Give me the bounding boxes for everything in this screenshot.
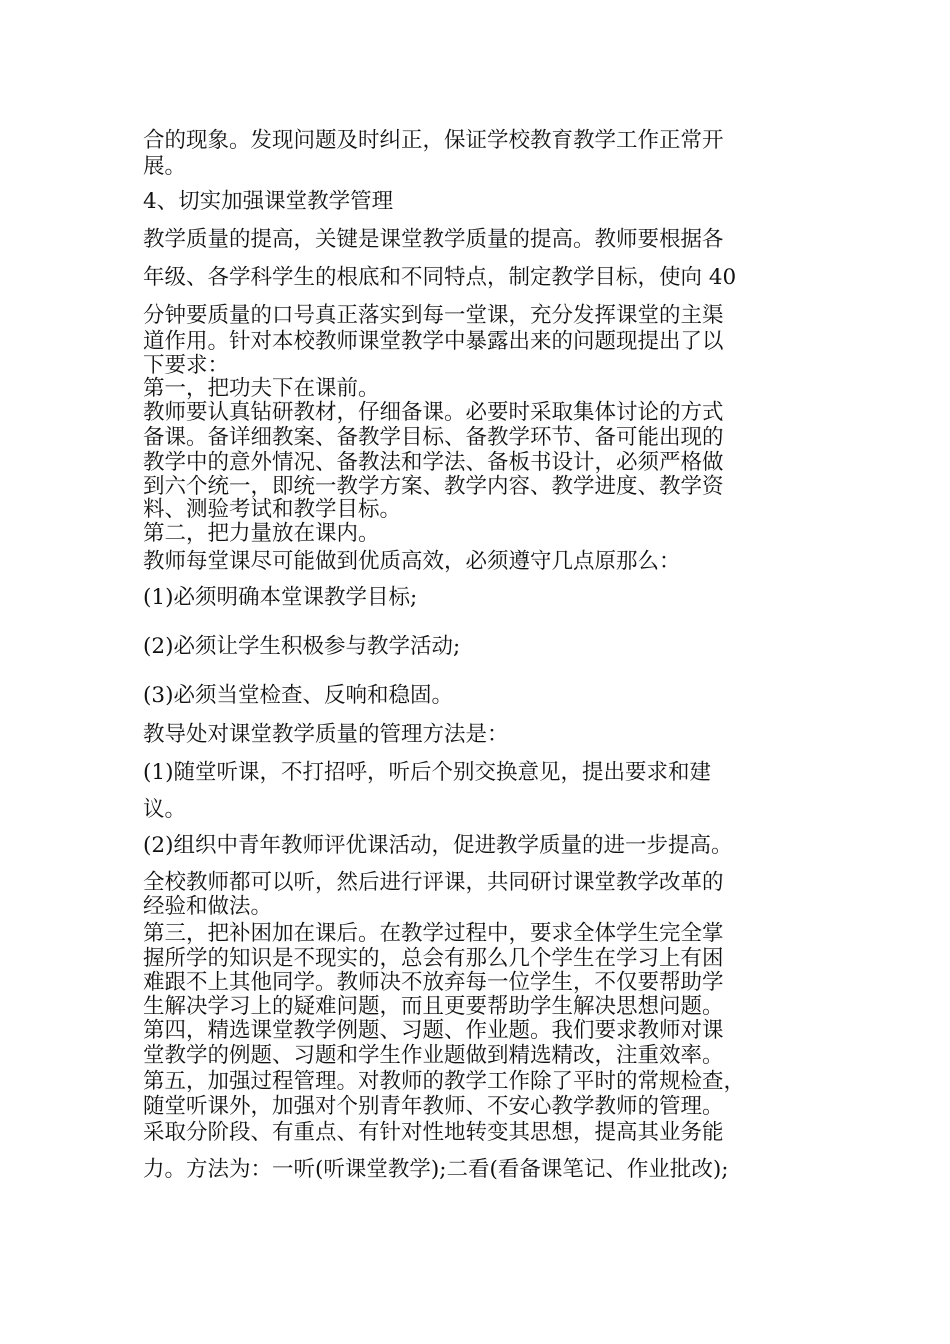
text-line: 第一，把功夫下在课前。: [143, 376, 380, 401]
text-line: 分钟要质量的口号真正落实到每一堂课，充分发挥课堂的主渠: [143, 303, 724, 328]
section-heading: 4、切实加强课堂教学管理: [143, 189, 394, 214]
text-line: 料、测验考试和教学目标。: [143, 497, 402, 522]
text-line: 备课。备详细教案、备教学目标、备教学环节、备可能出现的: [143, 425, 724, 450]
text-line: 经验和做法。: [143, 894, 273, 919]
text-line: 全校教师都可以听，然后进行评课，共同研讨课堂教学改革的: [143, 870, 724, 895]
text-line: 教学中的意外情况、备教法和学法、备板书设计，必须严格做: [143, 450, 724, 475]
text-line: 教师要认真钻研教材，仔细备课。必要时采取集体讨论的方式: [143, 400, 724, 425]
text-line: 随堂听课外，加强对个别青年教师、不安心教学教师的管理。: [143, 1094, 724, 1119]
text-line: 合的现象。发现问题及时纠正，保证学校教育教学工作正常开: [143, 128, 724, 153]
text-line: 第四，精选课堂教学例题、习题、作业题。我们要求教师对课: [143, 1018, 724, 1043]
text-line: 堂教学的例题、习题和学生作业题做到精选精改，注重效率。: [143, 1043, 724, 1068]
text-line: 难跟不上其他同学。教师决不放弃每一位学生，不仅要帮助学: [143, 970, 724, 995]
text-line: 第五，加强过程管理。对教师的教学工作除了平时的常规检查，: [143, 1069, 746, 1094]
text-line: 到六个统一，即统一教学方案、教学内容、教学进度、教学资: [143, 474, 724, 499]
text-line: 年级、各学科学生的根底和不同特点，制定教学目标，使向 40: [143, 265, 737, 290]
text-line: 第三，把补困加在课后。在教学过程中，要求全体学生完全掌: [143, 921, 724, 946]
text-line: 展。: [143, 154, 187, 179]
text-line: 力。方法为：一听(听课堂教学);二看(看备课笔记、作业批改);: [143, 1157, 729, 1182]
text-line: 道作用。针对本校教师课堂教学中暴露出来的问题现提出了以: [143, 329, 724, 354]
text-line: 教导处对课堂教学质量的管理方法是：: [143, 722, 509, 747]
list-item: (3)必须当堂检查、反响和稳固。: [143, 683, 453, 708]
text-line: 教师每堂课尽可能做到优质高效，必须遵守几点原那么：: [143, 549, 681, 574]
text-line: 教学质量的提高，关键是课堂教学质量的提高。教师要根据各: [143, 227, 724, 252]
text-line: 采取分阶段、有重点、有针对性地转变其思想，提高其业务能: [143, 1120, 724, 1145]
text-line: 生解决学习上的疑难问题，而且更要帮助学生解决思想问题。: [143, 994, 724, 1019]
text-line: 握所学的知识是不现实的，总会有那么几个学生在学习上有困: [143, 946, 724, 971]
text-line: 议。: [143, 797, 187, 822]
text-line: 下要求：: [143, 353, 230, 378]
list-item: (1)必须明确本堂课教学目标;: [143, 585, 418, 610]
list-item: (2)组织中青年教师评优课活动，促进教学质量的进一步提高。: [143, 833, 733, 858]
text-line: 第二，把力量放在课内。: [143, 521, 380, 546]
list-item: (2)必须让学生积极参与教学活动;: [143, 634, 461, 659]
list-item: (1)随堂听课，不打招呼，听后个别交换意见，提出要求和建: [143, 760, 711, 785]
